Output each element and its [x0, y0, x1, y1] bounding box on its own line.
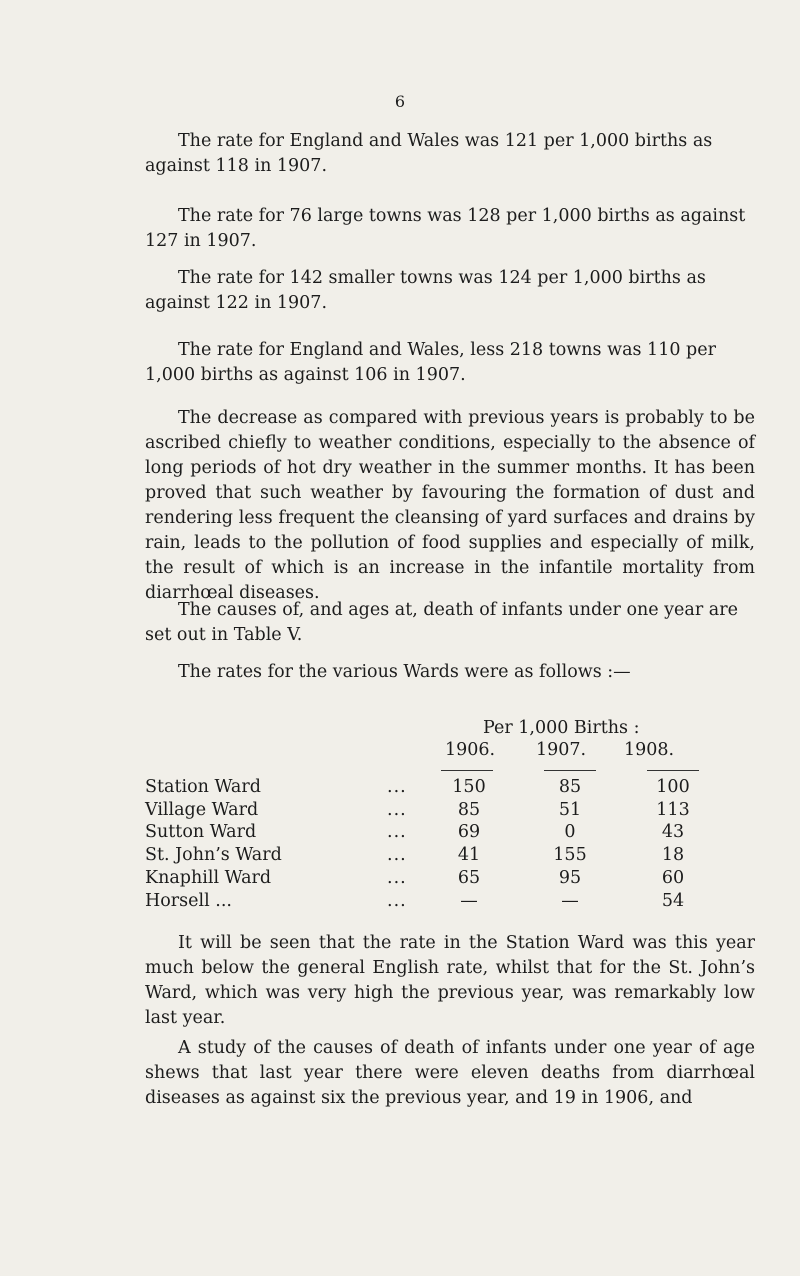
value-1908: 60	[661, 868, 685, 888]
value-1908: 100	[656, 777, 690, 797]
rule-1908	[647, 770, 699, 771]
rule-1906	[441, 770, 493, 771]
page-number: 6	[394, 92, 406, 111]
value-1907: 85	[558, 777, 582, 797]
paragraph-england-wales-rate: The rate for England and Wales was 121 per 1,000 births as against 118 in 1907.	[145, 131, 713, 176]
leader-dots: ...	[387, 868, 407, 888]
value-1906: 65	[457, 868, 481, 888]
table-row-village-ward	[145, 800, 785, 822]
value-1907: 0	[564, 822, 576, 842]
ward-name: Station Ward	[145, 777, 261, 797]
table-row-st-johns-ward	[145, 845, 785, 867]
ward-name: Village Ward	[145, 800, 259, 820]
table-row-station-ward	[145, 777, 785, 799]
value-1908: 113	[656, 800, 690, 820]
leader-dots: ...	[387, 822, 407, 842]
year-1908-header: 1908.	[624, 740, 675, 760]
value-1908: 18	[661, 845, 685, 865]
ward-name: St. John’s Ward	[145, 845, 282, 865]
table-row-horsell	[145, 891, 785, 913]
paragraph-causes-study: A study of the causes of death of infants under one year of age shews that last year there were eleven deaths from diarrhœal diseases as against six the previous year, and 19 in 1906, and	[145, 1038, 755, 1108]
rule-1907	[544, 770, 596, 771]
table-heading: Per 1,000 Births :	[483, 718, 640, 738]
paragraph-large-towns-rate: The rate for 76 large towns was 128 per 1,000 births as against 127 in 1907.	[145, 206, 746, 251]
value-1906: 69	[457, 822, 481, 842]
value-1907: 95	[558, 868, 582, 888]
leader-dots: ...	[387, 777, 407, 797]
value-1908: 43	[661, 822, 685, 842]
ward-name: Sutton Ward	[145, 822, 257, 842]
value-1906: 150	[452, 777, 486, 797]
paragraph-station-ward-comment: It will be seen that the rate in the Station Ward was this year much below the general English rate, whilst that for the St. John’s Ward, which was very high the previous year, was remarkably low last year.	[145, 933, 755, 1028]
year-1906-header: 1906.	[445, 740, 496, 760]
leader-dots: ...	[387, 845, 407, 865]
paragraph-less-towns-rate: The rate for England and Wales, less 218 towns was 110 per 1,000 births as against 106 in 1907.	[145, 340, 716, 385]
value-1906: 41	[457, 845, 481, 865]
value-1908: 54	[661, 891, 685, 911]
value-1907: 51	[558, 800, 582, 820]
value-1906: 85	[457, 800, 481, 820]
value-1906: —	[460, 891, 478, 911]
ward-name: Horsell ...	[145, 891, 232, 911]
paragraph-wards-intro: The rates for the various Wards were as follows :—	[178, 662, 631, 682]
leader-dots: ...	[387, 891, 407, 911]
table-row-knaphill-ward	[145, 868, 785, 890]
table-row-sutton-ward	[145, 822, 785, 844]
year-1907-header: 1907.	[536, 740, 587, 760]
paragraph-causes-table-v: The causes of, and ages at, death of infants under one year are set out in Table V.	[145, 600, 738, 645]
paragraph-decrease-explanation: The decrease as compared with previous years is probably to be ascribed chiefly to weather conditions, especially to the absence of long periods of hot dry weather in the summer months. It has been proved that such weather by favouring the formation of dust and rendering less frequent the cleansing of yard surfaces and drains by rain, leads to the pollution of food supplies and especially of milk, the result of which is an increase in the infantile mortality from diarrhœal diseases.	[145, 408, 755, 603]
value-1907: —	[561, 891, 579, 911]
paragraph-smaller-towns-rate: The rate for 142 smaller towns was 124 per 1,000 births as against 122 in 1907.	[145, 268, 706, 313]
ward-name: Knaphill Ward	[145, 868, 272, 888]
value-1907: 155	[553, 845, 587, 865]
leader-dots: ...	[387, 800, 407, 820]
